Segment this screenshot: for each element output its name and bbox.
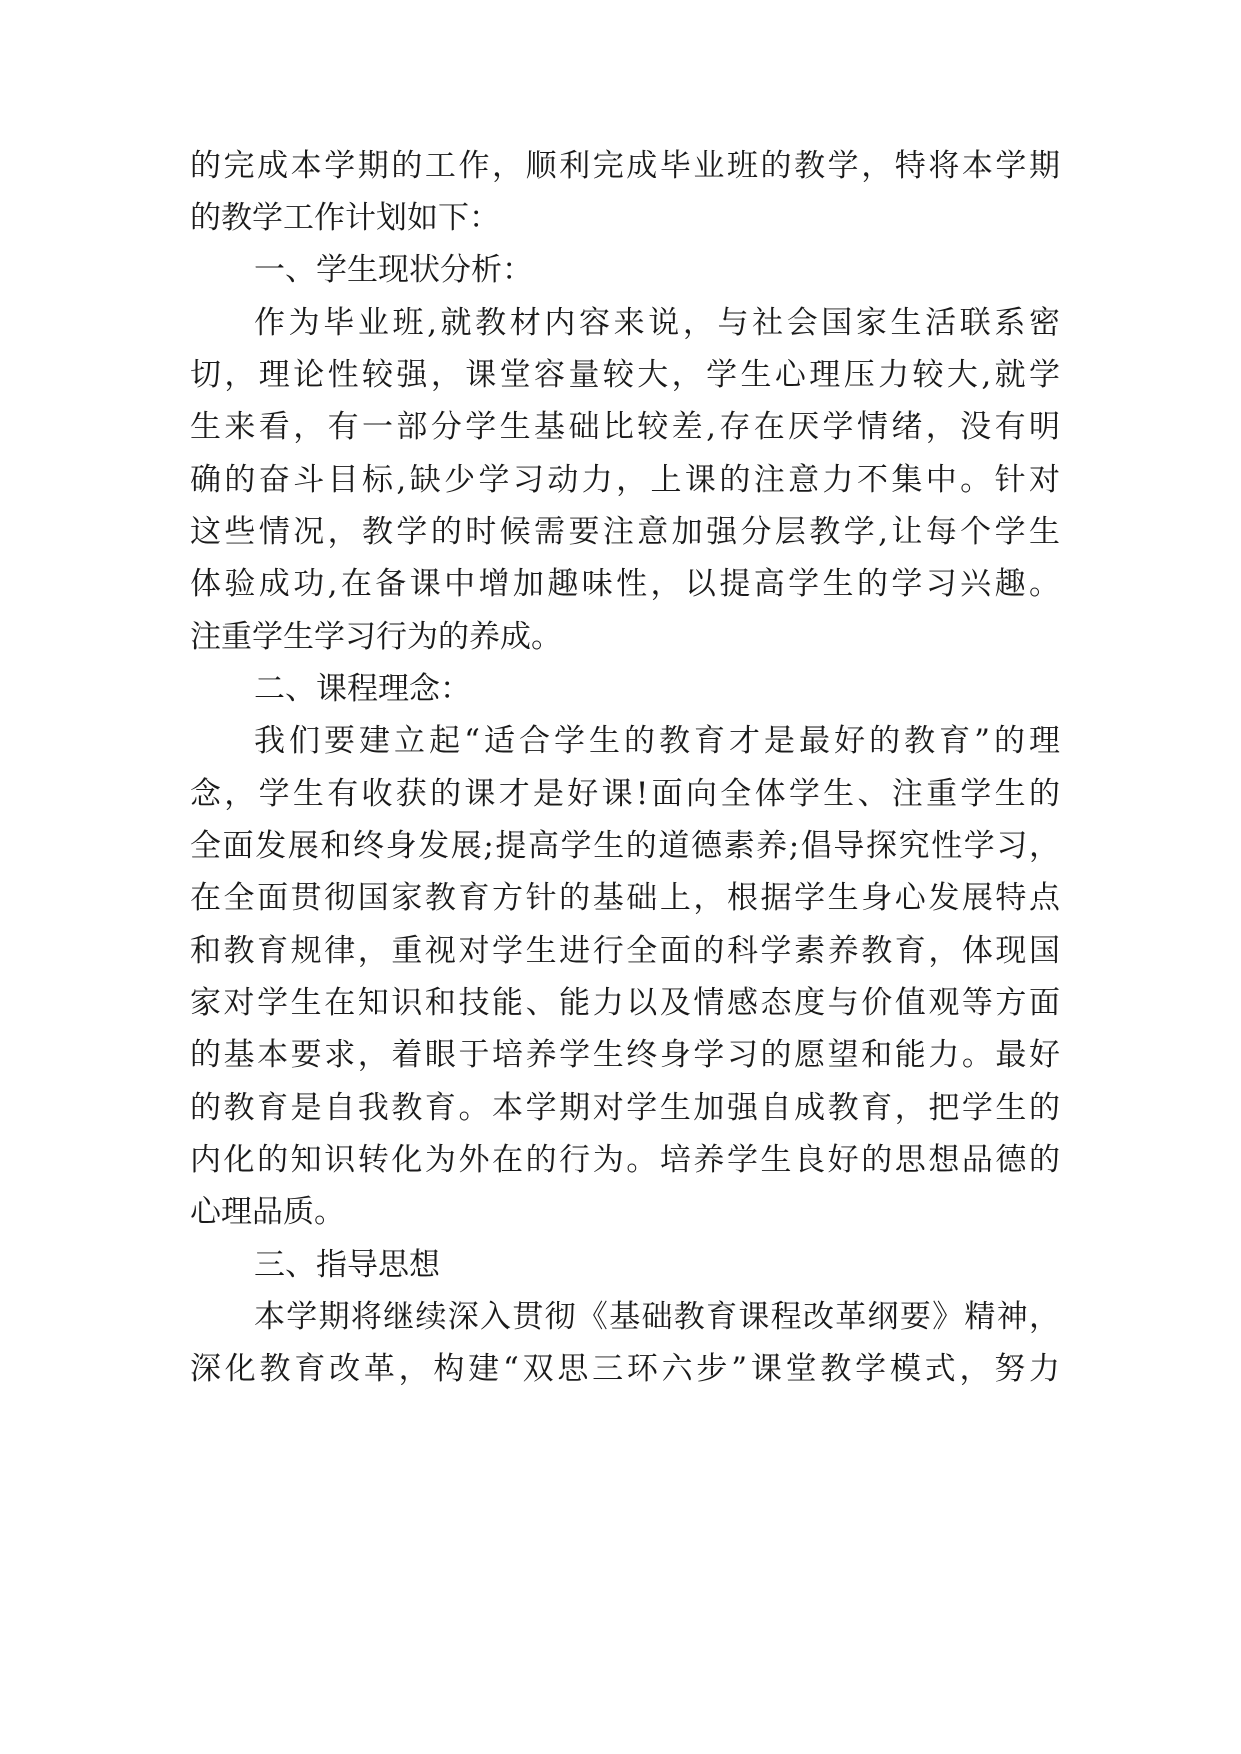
paragraph-line: 注重学生学习行为的养成。	[190, 619, 562, 655]
paragraph-line: 的教育是自我教育。本学期对学生加强自成教育，把学生的	[190, 1090, 1060, 1126]
paragraph-line: 生来看，有一部分学生基础比较差,存在厌学情绪，没有明	[190, 409, 1060, 445]
paragraph-line: 的完成本学期的工作，顺利完成毕业班的教学，特将本学期	[190, 148, 1060, 184]
paragraph-line: 深化教育改革，构建“双思三环六步”课堂教学模式，努力	[190, 1351, 1060, 1387]
section-heading-course-philosophy: 二、课程理念：	[254, 671, 471, 707]
paragraph-line: 确的奋斗目标,缺少学习动力，上课的注意力不集中。针对	[190, 462, 1060, 498]
paragraph-line: 切，理论性较强，课堂容量较大，学生心理压力较大,就学	[190, 357, 1060, 393]
paragraph-line: 这些情况，教学的时候需要注意加强分层教学,让每个学生	[190, 514, 1060, 550]
paragraph-line: 的基本要求，着眼于培养学生终身学习的愿望和能力。最好	[190, 1037, 1060, 1073]
paragraph-line: 的教学工作计划如下：	[190, 200, 500, 236]
paragraph-line: 念，学生有收获的课才是好课!面向全体学生、注重学生的	[190, 776, 1060, 812]
paragraph-line: 内化的知识转化为外在的行为。培养学生良好的思想品德的	[190, 1142, 1060, 1178]
paragraph-line: 和教育规律，重视对学生进行全面的科学素养教育，体现国	[190, 933, 1060, 969]
paragraph-line: 本学期将继续深入贯彻《基础教育课程改革纲要》精神，	[254, 1299, 1060, 1335]
paragraph-line: 家对学生在知识和技能、能力以及情感态度与价值观等方面	[190, 985, 1060, 1021]
section-heading-guiding-thought: 三、指导思想	[254, 1247, 440, 1283]
paragraph-line: 作为毕业班,就教材内容来说，与社会国家生活联系密	[254, 305, 1060, 341]
paragraph-line: 心理品质。	[190, 1194, 345, 1230]
paragraph-line: 体验成功,在备课中增加趣味性，以提高学生的学习兴趣。	[190, 566, 1060, 602]
section-heading-student-analysis: 一、学生现状分析：	[254, 252, 533, 288]
paragraph-line: 我们要建立起“适合学生的教育才是最好的教育”的理	[254, 723, 1060, 759]
paragraph-line: 在全面贯彻国家教育方针的基础上，根据学生身心发展特点	[190, 880, 1060, 916]
paragraph-line: 全面发展和终身发展;提高学生的道德素养;倡导探究性学习，	[190, 828, 1060, 864]
